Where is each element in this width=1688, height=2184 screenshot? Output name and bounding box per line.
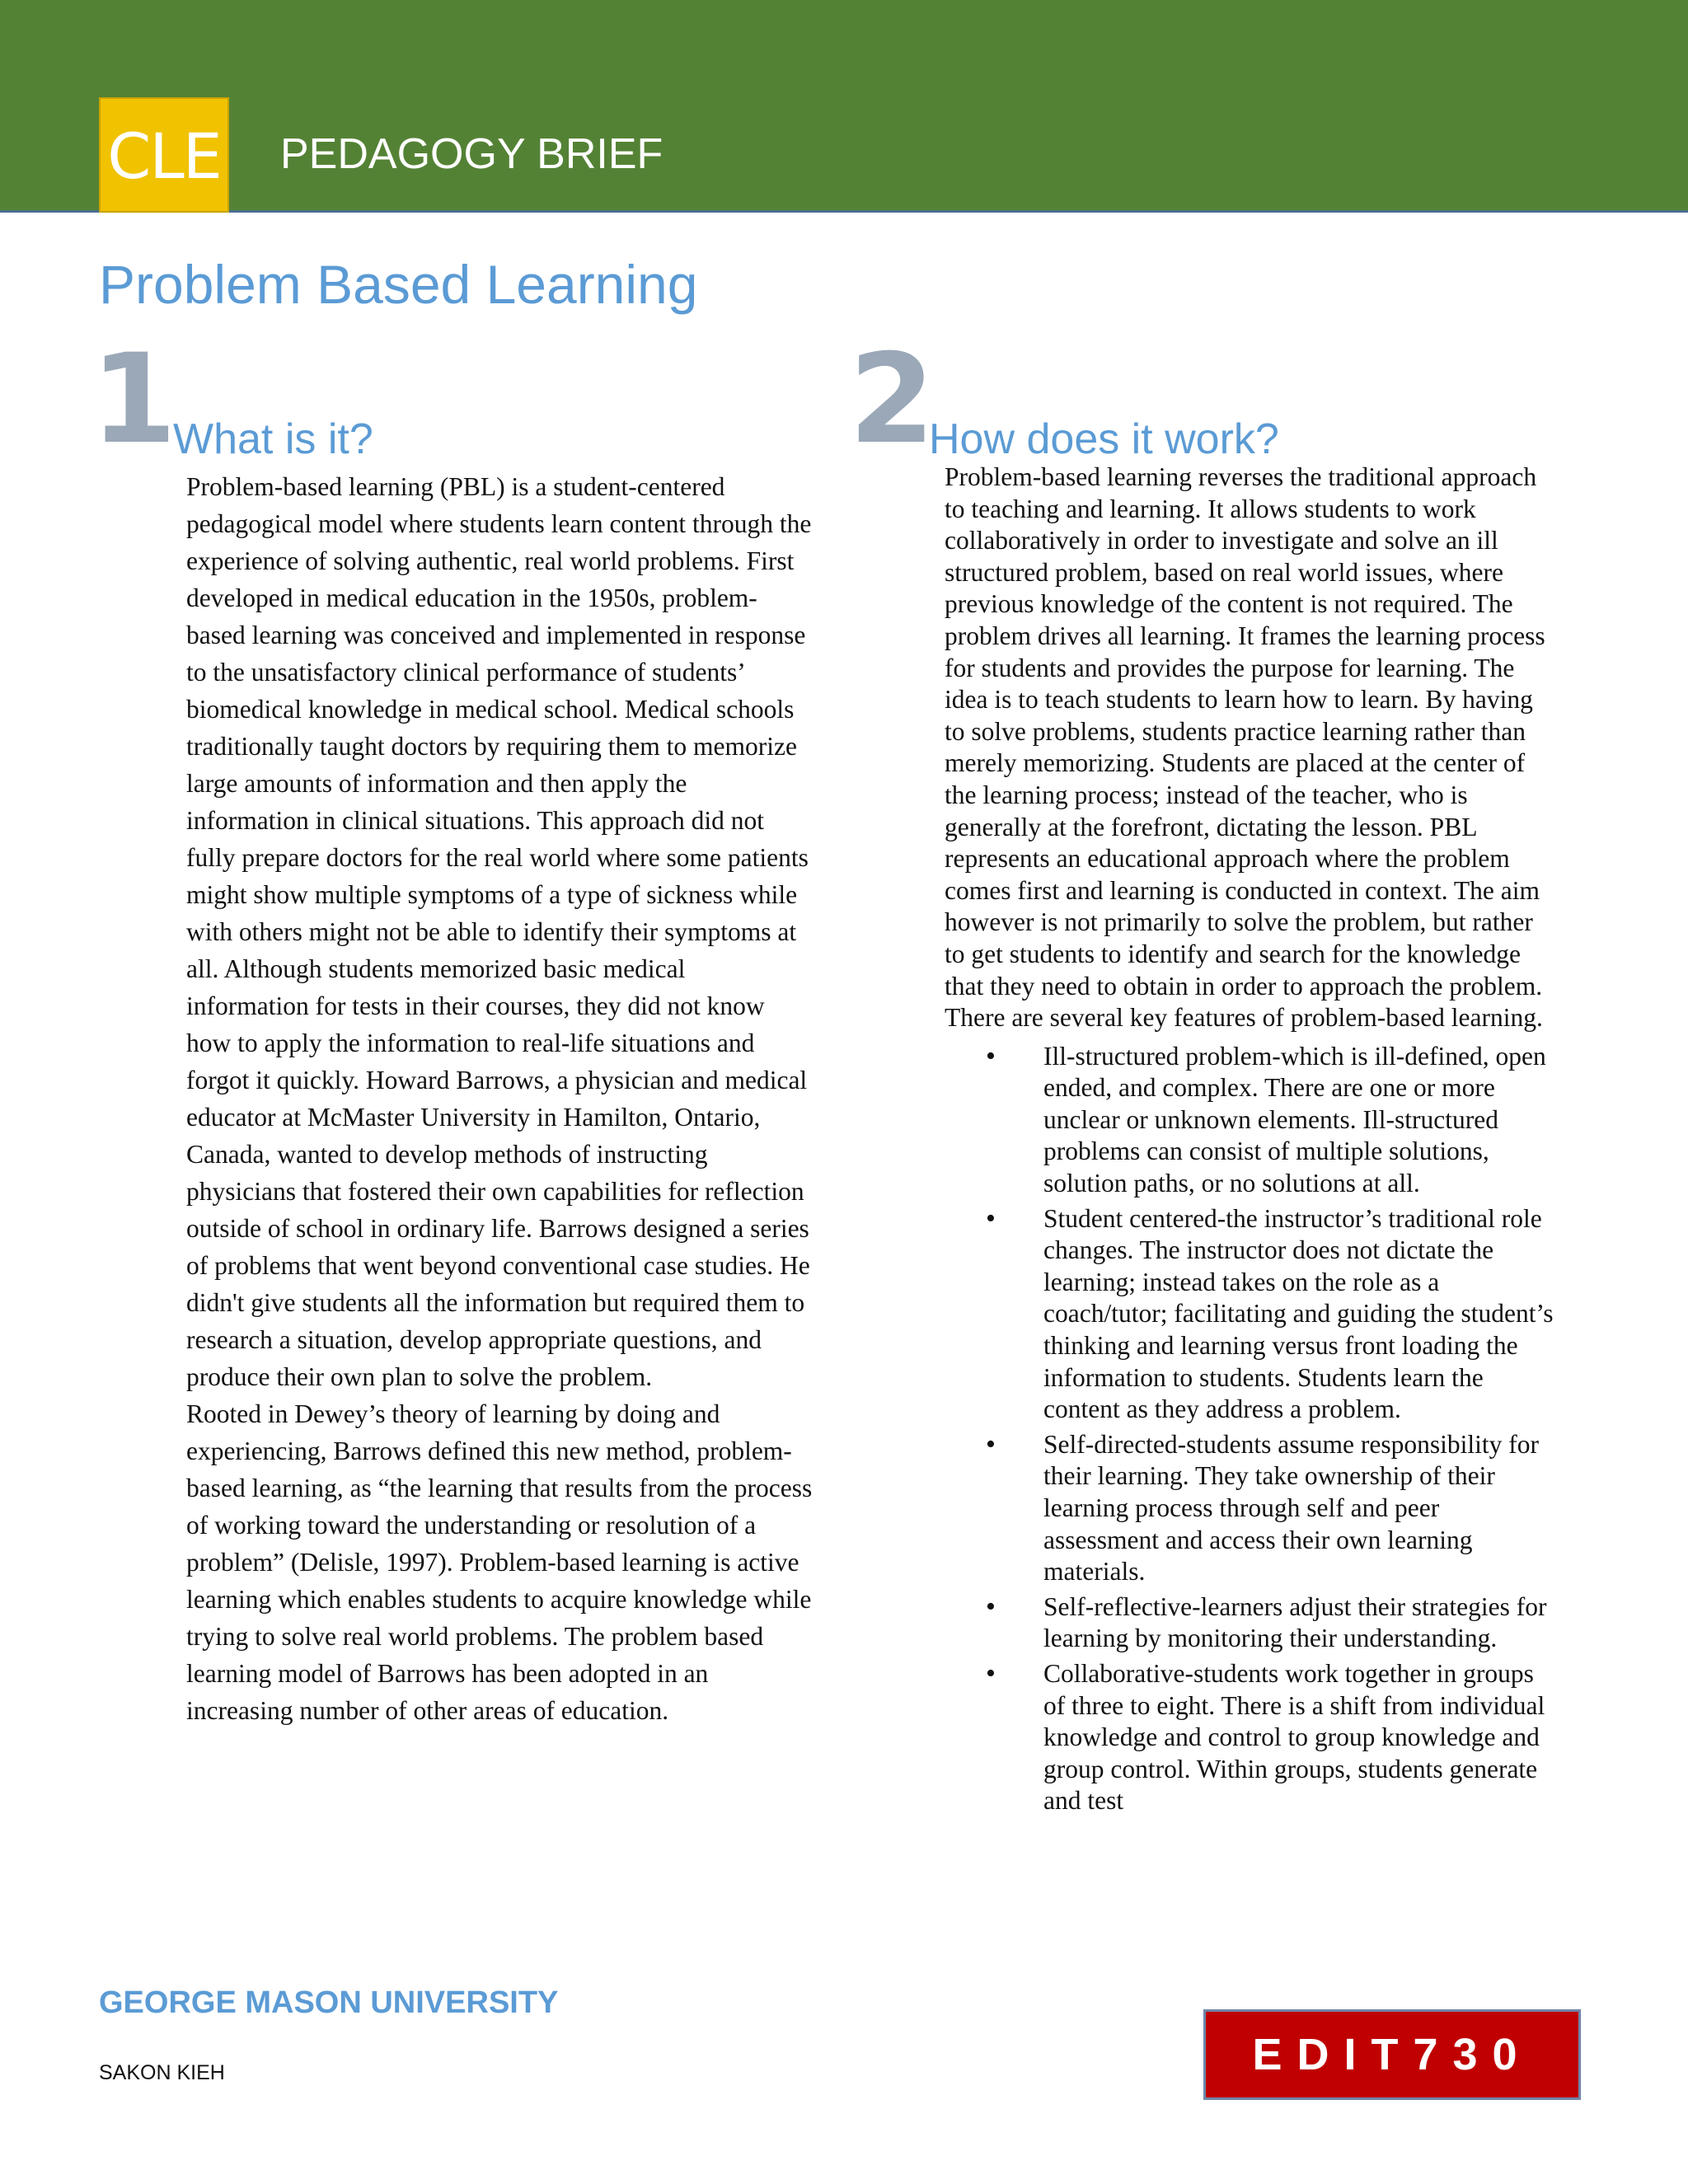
section-heading-how: How does it work? [929,415,1279,463]
section-body-how [945,462,1554,1821]
list-item [945,1658,1554,1817]
course-code-badge: EDIT730 [1203,2009,1581,2100]
bullet-icon: • [986,1591,996,1622]
list-item [945,1429,1554,1588]
list-item [945,1041,1554,1200]
bullet-icon: • [986,1040,996,1071]
list-item [945,1591,1554,1655]
section-heading-what: What is it? [173,415,373,463]
bullet-icon: • [986,1202,996,1234]
header-banner [0,0,1688,213]
paragraph: Problem-based learning (PBL) is a student-centered pedagogical model where students learn content through the experience of solving authentic, real world problems. First developed in medical education in the 1950s, problem-based learning was conceived and implemented in response to the unsatisfactory clinical performance of students’ biomedical knowledge in medical school. Medical schools traditionally taught doctors by requiring them to memorize large amounts of information and then apply the information in clinical situations. This approach did not fully prepare doctors for the real world where some patients might show multiple symptoms of a type of sickness while with others might not be able to identify their symptoms at all. Although students memorized basic medical information for tests in their courses, they did not know how to apply the information to real-life situations and forgot it quickly. Howard Barrows, a physician and medical educator at McMaster University in Hamilton, Ontario, Canada, wanted to develop methods of instructing physicians that fostered their own capabilities for reflection outside of school in ordinary life. Barrows designed a series of problems that went beyond conventional case studies. He didn't give students all the information but required them to research a situation, develop appropriate questions, and produce their own plan to solve the problem. [186,472,812,1391]
list-item-text: Ill-structured problem-which is ill-defined, open ended, and complex. There are one or more unclear or unknown elements. Ill-structured problems can consist of multiple solutions, solution paths, or no solutions at all. [1043,1041,1546,1198]
page-title: Problem Based Learning [99,254,698,315]
author-name: SAKON KIEH [99,2061,225,2084]
feature-list [945,1041,1554,1817]
list-item-text: Self-reflective-learners adjust their strategies for learning by monitoring their understanding. [1043,1591,1547,1653]
list-item-text: Self-directed-students assume responsibility for their learning. They take ownership of their learning process through self and peer assessment and access their own learning materials. [1043,1429,1539,1586]
section-number-1: 1 [91,328,177,471]
bullet-icon: • [986,1428,996,1460]
paragraph: Problem-based learning reverses the traditional approach to teaching and learning. It allows students to work collaboratively in order to investigate and solve an ill structured problem, based on real world issues, where previous knowledge of the content is not required. The problem drives all learning. It frames the learning process for students and provides the purpose for learning. The idea is to teach students to learn how to learn. By having to solve problems, students practice learning rather than merely memorizing. Students are placed at the center of the learning process; instead of the teacher, who is generally at the forefront, dictating the lesson. PBL represents an educational approach where the problem comes first and learning is conducted in context. The aim however is not primarily to solve the problem, but rather to get students to identify and search for the knowledge that they need to obtain in order to approach the problem. There are several key features of problem-based learning. [945,462,1545,1033]
section-number-2: 2 [849,328,935,471]
university-name: GEORGE MASON UNIVERSITY [99,1985,559,2020]
list-item-text: Collaborative-students work together in groups of three to eight. There is a shift from individual knowledge and control to group knowledge and group control. Within groups, students generate and test [1043,1658,1545,1816]
bullet-icon: • [986,1657,996,1689]
cle-logo: CLE [99,97,229,213]
list-item [945,1203,1554,1426]
brief-label: PEDAGOGY BRIEF [280,130,663,178]
section-body-what [186,468,813,1729]
list-item-text: Student centered-the instructor’s traditional role changes. The instructor does not dictate the learning; instead takes on the role as a coach/tutor; facilitating and guiding the student’s thinking and learning versus front loading the information to students. Students learn the content as they address a problem. [1043,1203,1554,1424]
paragraph: Rooted in Dewey’s theory of learning by doing and experiencing, Barrows defined this new method, problem- based learning, as “the learning that results from the process of working toward the understanding or resolution of a problem” (Delisle, 1997). Problem-based learning is active learning which enables students to acquire knowledge while trying to solve real world problems. The problem based learning model of Barrows has been adopted in an increasing number of other areas of education. [186,1399,813,1725]
